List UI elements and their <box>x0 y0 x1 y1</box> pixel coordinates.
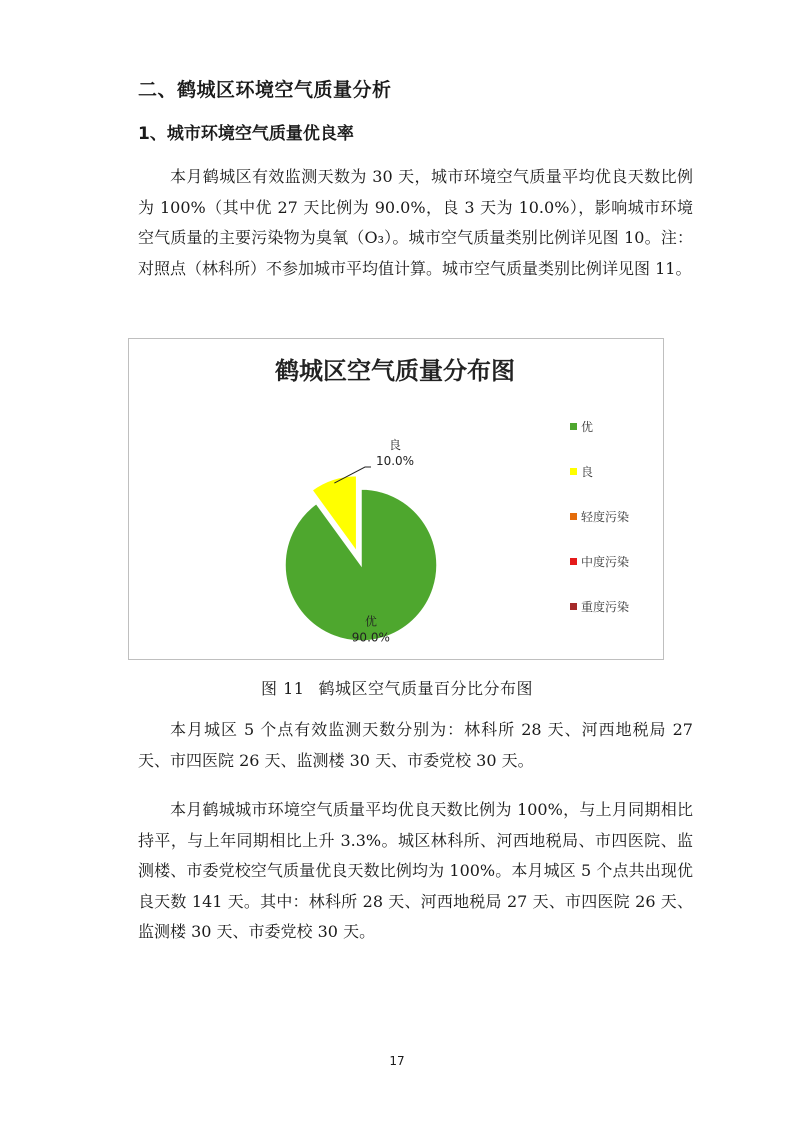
legend-swatch-2 <box>570 513 577 520</box>
pie-slice-excellent <box>285 489 437 641</box>
paragraph-good-days: 本月鹤城城市环境空气质量平均优良天数比例为 100%，与上月同期相比持平，与上年同期相比上升 3.3%。城区林科所、河西地税局、市四医院、监测楼、市委党校空气质量优良天数比例均为 100%。本月城区 5 个点共出现优良天数 141 天。其中：林科所 28 天、河西地税局 27 天、市四医院 26 天、监测楼 30 天、市委党校 30 天。 <box>138 800 693 941</box>
legend-label-4: 重度污染 <box>581 600 630 614</box>
slice-label-value-good: 10.0% <box>375 454 415 468</box>
legend-swatch-1 <box>570 468 577 475</box>
legend-label-0: 优 <box>581 420 594 434</box>
pie-chart <box>129 339 663 659</box>
legend-label-1: 良 <box>581 465 594 479</box>
pie-chart-figure <box>128 338 664 660</box>
page-number: 17 <box>389 1054 405 1068</box>
figure-number: 图 11 <box>261 679 305 698</box>
section-title: 二、鹤城区环境空气质量分析 <box>138 79 392 101</box>
legend-swatch-4 <box>570 603 577 610</box>
figure-caption-text: 鹤城区空气质量百分比分布图 <box>318 679 533 698</box>
legend-label-3: 中度污染 <box>581 555 630 569</box>
slice-label-value-excellent: 90.0% <box>351 630 390 645</box>
legend-swatch-0 <box>570 423 577 430</box>
slice-label-category-good: 良 <box>388 438 402 452</box>
subsection-title: 1、城市环境空气质量优良率 <box>138 124 354 144</box>
legend-swatch-3 <box>570 558 577 565</box>
figure-caption <box>0 676 794 699</box>
paragraph-summary: 本月鹤城区有效监测天数为 30 天，城市环境空气质量平均优良天数比例为 100%（其中优 27 天比例为 90.0%，良 3 天为 10.0%），影响城市环境空气质量的主要污染物为臭氧（O₃）。城市空气质量类别比例详见图 10。注：对照点（林科所）不参加城市平均值计算。城市空气质量类别比例详见图 11。 <box>138 167 693 278</box>
paragraph-monitoring-days: 本月城区 5 个点有效监测天数分别为：林科所 28 天、河西地税局 27 天、市四医院 26 天、监测楼 30 天、市委党校 30 天。 <box>138 720 693 770</box>
slice-label-category-excellent: 优 <box>364 614 377 629</box>
chart-title: 鹤城区空气质量分布图 <box>275 357 515 385</box>
legend-label-2: 轻度污染 <box>581 510 630 524</box>
